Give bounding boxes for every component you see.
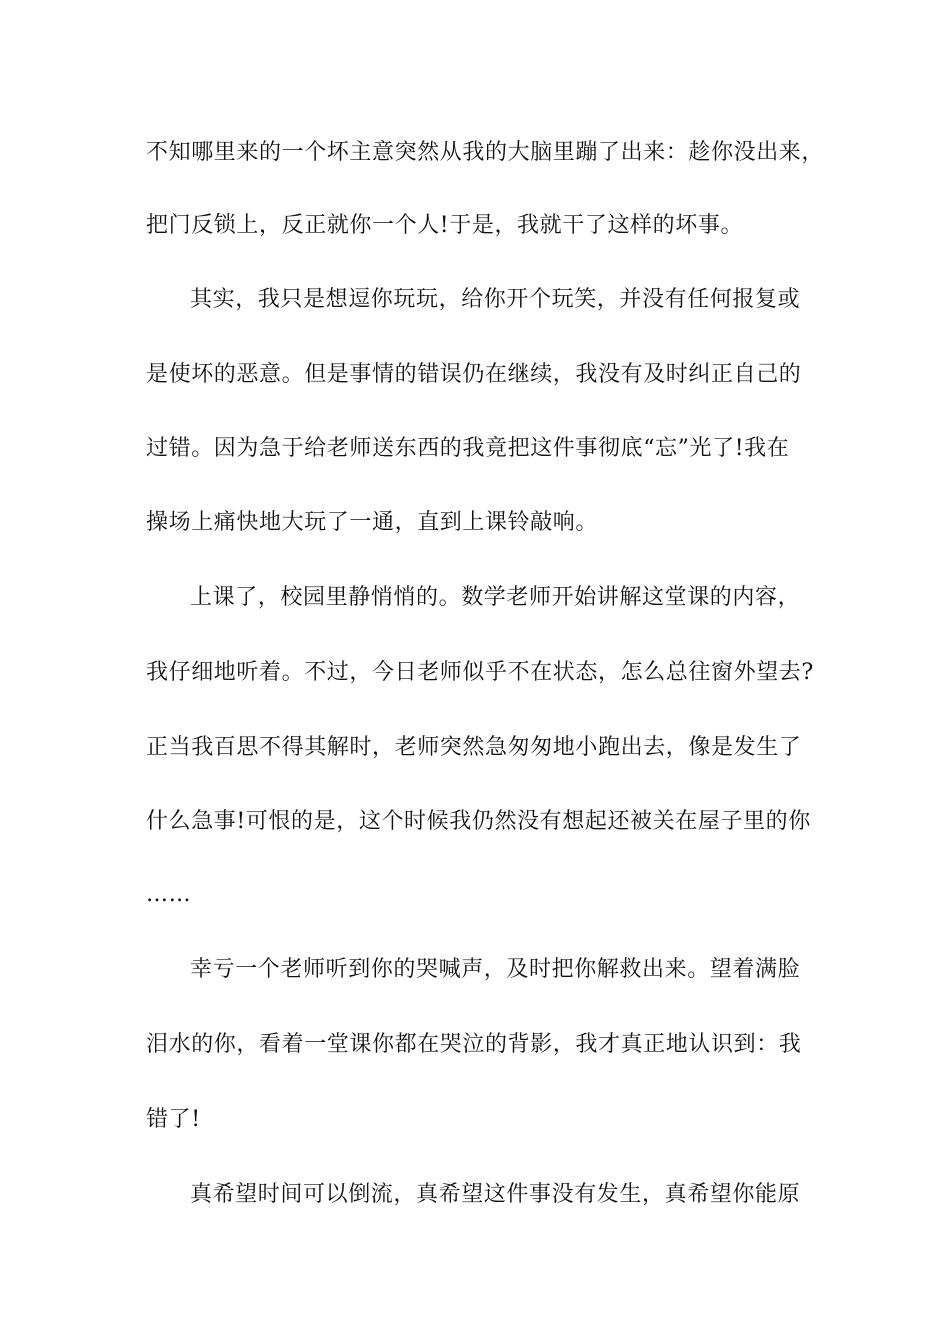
text-line: 不知哪里来的一个坏主意突然从我的大脑里蹦了出来：趁你没出来， (146, 140, 825, 165)
text-line: 泪水的你，看着一堂课你都在哭泣的背影，我才真正地认识到：我 (146, 1032, 802, 1057)
text-line: 什么急事!可恨的是，这个时候我仍然没有想起还被关在屋子里的你 (146, 809, 811, 834)
text-line: 错了! (146, 1107, 201, 1132)
text-line: 我仔细地听着。不过，今日老师似乎不在状态，怎么总往窗外望去? (146, 660, 814, 685)
text-line: 把门反锁上，反正就你一个人!于是，我就干了这样的坏事。 (146, 213, 744, 238)
text-line: 正当我百思不得其解时，老师突然急匆匆地小跑出去，像是发生了 (146, 735, 802, 760)
ellipsis-line: …… (146, 882, 192, 907)
paragraph-start-line: 其实，我只是想逗你玩玩，给你开个玩笑，并没有任何报复或 (190, 287, 801, 312)
text-line: 是使坏的恶意。但是事情的错误仍在继续，我没有及时纠正自己的 (146, 362, 802, 387)
paragraph-start-line: 上课了，校园里静悄悄的。数学老师开始讲解这堂课的内容， (190, 585, 801, 610)
text-line: 过错。因为急于给老师送东西的我竟把这件事彻底“忘”光了!我在 (146, 436, 790, 461)
text-line: 操场上痛快地大玩了一通，直到上课铃敲响。 (146, 510, 599, 535)
paragraph-start-line: 真希望时间可以倒流，真希望这件事没有发生，真希望你能原 (190, 1182, 801, 1207)
paragraph-start-line: 幸亏一个老师听到你的哭喊声，及时把你解救出来。望着满脸 (190, 957, 801, 982)
